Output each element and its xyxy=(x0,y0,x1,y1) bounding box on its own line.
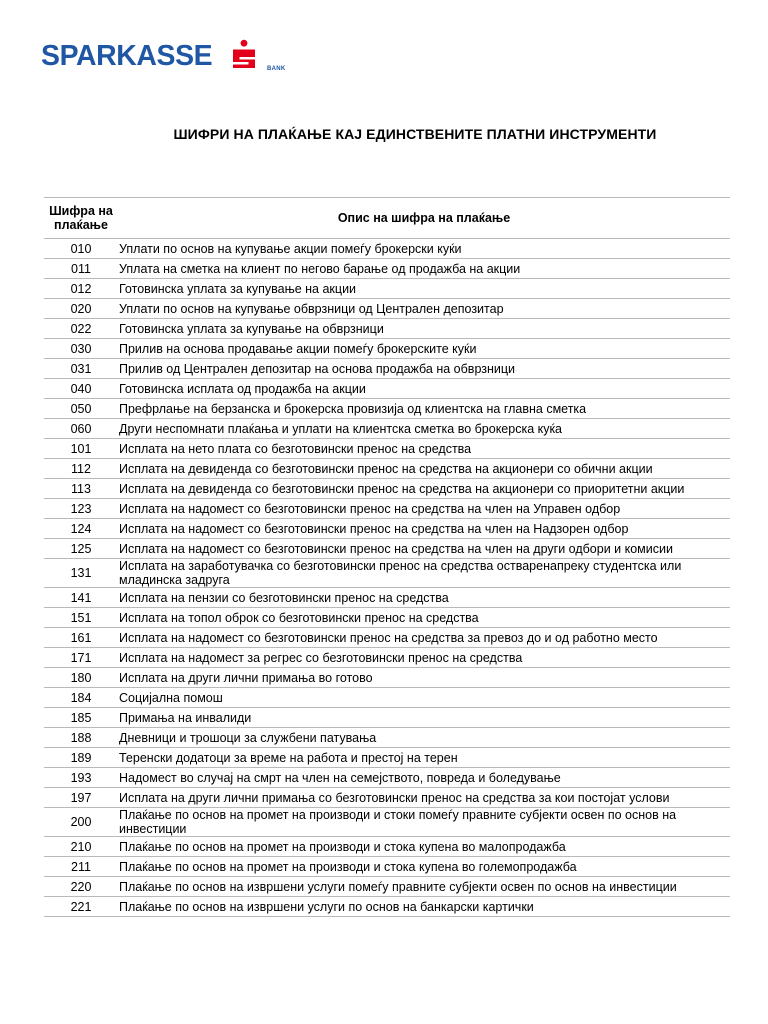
payment-description-cell: Исплата на надомест со безготовински пренос на средства на член на Управен одбор xyxy=(118,499,730,519)
table-row xyxy=(44,359,730,379)
table-row xyxy=(44,688,730,708)
payment-code-cell: 220 xyxy=(44,877,118,897)
header-description: Опис на шифра на плаќање xyxy=(118,198,730,239)
payment-code-cell: 012 xyxy=(44,279,118,299)
payment-codes-table xyxy=(44,197,730,917)
payment-code-cell: 010 xyxy=(44,239,118,259)
payment-description-cell: Исплата на заработувачка со безготовински пренос на средства остваренапреку студентска или младинска задруга xyxy=(118,559,730,588)
payment-description-cell: Исплата на надомест за регрес со безготовински пренос на средства xyxy=(118,648,730,668)
table-row xyxy=(44,459,730,479)
table-row xyxy=(44,748,730,768)
payment-description-cell: Готовинска уплата за купување на акции xyxy=(118,279,730,299)
payment-code-cell: 113 xyxy=(44,479,118,499)
document-title: ШИФРИ НА ПЛАЌАЊЕ КАЈ ЕДИНСТВЕНИТЕ ПЛАТНИ ИНСТРУМЕНТИ xyxy=(173,126,657,142)
payment-description-cell: Исплата на надомест со безготовински пренос на средства за превоз до и од работно место xyxy=(118,628,730,648)
payment-description-cell: Исплата на надомест со безготовински пренос на средства на член на други одбори и комисии xyxy=(118,539,730,559)
payment-description-cell: Дневници и трошоци за службени патувања xyxy=(118,728,730,748)
payment-code-cell: 151 xyxy=(44,608,118,628)
table-row xyxy=(44,608,730,628)
table-row xyxy=(44,519,730,539)
table-row xyxy=(44,648,730,668)
payment-code-cell: 124 xyxy=(44,519,118,539)
payment-description-cell: Исплата на надомест со безготовински пренос на средства на член на Надзорен одбор xyxy=(118,519,730,539)
payment-description-cell: Други неспомнати плаќања и уплати на клиентска сметка во брокерска куќа xyxy=(118,419,730,439)
payment-code-cell: 171 xyxy=(44,648,118,668)
payment-description-cell: Прилив на основа продавање акции помеѓу брокерските куќи xyxy=(118,339,730,359)
payment-code-cell: 161 xyxy=(44,628,118,648)
payment-description-cell: Исплата на девиденда со безготовински пренос на средства на акционери со обични акции xyxy=(118,459,730,479)
payment-description-cell: Плаќање по основ на извршени услуги по основ на банкарски картички xyxy=(118,897,730,917)
payment-code-cell: 188 xyxy=(44,728,118,748)
table-row xyxy=(44,419,730,439)
payment-code-cell: 141 xyxy=(44,588,118,608)
table-row xyxy=(44,379,730,399)
table-row xyxy=(44,628,730,648)
table-row xyxy=(44,857,730,877)
payment-description-cell: Готовинска исплата од продажба на акции xyxy=(118,379,730,399)
payment-description-cell: Префрлање на берзанска и брокерска провизија од клиентска на главна сметка xyxy=(118,399,730,419)
payment-code-cell: 020 xyxy=(44,299,118,319)
table-row xyxy=(44,708,730,728)
sparkasse-logo xyxy=(41,38,286,78)
payment-code-cell: 112 xyxy=(44,459,118,479)
payment-description-cell: Теренски додатоци за време на работа и престој на терен xyxy=(118,748,730,768)
header-code: Шифра на плаќање xyxy=(44,198,118,239)
payment-description-cell: Исплата на девиденда со безготовински пренос на средства на акционери со приоритетни акции xyxy=(118,479,730,499)
payment-code-cell: 184 xyxy=(44,688,118,708)
payment-code-cell: 180 xyxy=(44,668,118,688)
payment-code-cell: 125 xyxy=(44,539,118,559)
payment-code-cell: 189 xyxy=(44,748,118,768)
payment-code-cell: 131 xyxy=(44,559,118,588)
payment-description-cell: Плаќање по основ на промет на производи и стока купена во малопродажба xyxy=(118,837,730,857)
payment-code-cell: 193 xyxy=(44,768,118,788)
table-row xyxy=(44,299,730,319)
payment-description-cell: Исплата на топол оброк со безготовински пренос на средства xyxy=(118,608,730,628)
payment-description-cell: Уплата на сметка на клиент по негово барање од продажба на акции xyxy=(118,259,730,279)
payment-code-cell: 030 xyxy=(44,339,118,359)
payment-code-cell: 185 xyxy=(44,708,118,728)
payment-description-cell: Надомест во случај на смрт на член на семејството, повреда и боледување xyxy=(118,768,730,788)
payment-code-cell: 123 xyxy=(44,499,118,519)
logo-subtext: BANK xyxy=(267,66,286,72)
payment-code-cell: 210 xyxy=(44,837,118,857)
payment-description-cell: Примања на инвалиди xyxy=(118,708,730,728)
table-header-row xyxy=(44,198,730,239)
table-row xyxy=(44,259,730,279)
payment-description-cell: Уплати по основ на купување обврзници од Централен депозитар xyxy=(118,299,730,319)
payment-description-cell: Исплата на нето плата со безготовински пренос на средства xyxy=(118,439,730,459)
payment-code-cell: 200 xyxy=(44,808,118,837)
payment-description-cell: Плаќање по основ на извршени услуги помеѓу правните субјекти освен по основ на инвестиции xyxy=(118,877,730,897)
sparkasse-s-icon xyxy=(229,39,259,69)
payment-code-cell: 221 xyxy=(44,897,118,917)
table-row xyxy=(44,479,730,499)
table-row xyxy=(44,788,730,808)
payment-description-cell: Исплата на други лични примања со безготовински пренос на средства за кои постојат услови xyxy=(118,788,730,808)
table-row xyxy=(44,339,730,359)
payment-description-cell: Уплати по основ на купување акции помеѓу брокерски куќи xyxy=(118,239,730,259)
table-row xyxy=(44,399,730,419)
table-row xyxy=(44,239,730,259)
payment-description-cell: Готовинска уплата за купување на обврзници xyxy=(118,319,730,339)
payment-description-cell: Плаќање по основ на промет на производи и стока купена во големопродажба xyxy=(118,857,730,877)
payment-code-cell: 060 xyxy=(44,419,118,439)
payment-code-cell: 022 xyxy=(44,319,118,339)
payment-code-cell: 101 xyxy=(44,439,118,459)
payment-code-cell: 011 xyxy=(44,259,118,279)
table-row xyxy=(44,499,730,519)
payment-code-cell: 197 xyxy=(44,788,118,808)
table-row xyxy=(44,877,730,897)
payment-code-cell: 040 xyxy=(44,379,118,399)
payment-code-cell: 031 xyxy=(44,359,118,379)
table-row xyxy=(44,808,730,837)
table-row xyxy=(44,559,730,588)
payment-code-cell: 211 xyxy=(44,857,118,877)
table-row xyxy=(44,897,730,917)
payment-code-cell: 050 xyxy=(44,399,118,419)
table-row xyxy=(44,728,730,748)
table-row xyxy=(44,588,730,608)
table-row xyxy=(44,768,730,788)
table-row xyxy=(44,319,730,339)
table-row xyxy=(44,439,730,459)
table-body xyxy=(44,239,730,917)
logo-wordmark: SPARKASSE xyxy=(41,40,213,72)
table-row xyxy=(44,837,730,857)
payment-description-cell: Плаќање по основ на промет на производи и стоки помеѓу правните субјекти освен по основ на инвестиции xyxy=(118,808,730,837)
table-row xyxy=(44,539,730,559)
table-row xyxy=(44,279,730,299)
table-row xyxy=(44,668,730,688)
payment-description-cell: Исплата на други лични примања во готово xyxy=(118,668,730,688)
payment-description-cell: Исплата на пензии со безготовински пренос на средства xyxy=(118,588,730,608)
payment-description-cell: Социјална помош xyxy=(118,688,730,708)
payment-description-cell: Прилив од Централен депозитар на основа продажба на обврзници xyxy=(118,359,730,379)
